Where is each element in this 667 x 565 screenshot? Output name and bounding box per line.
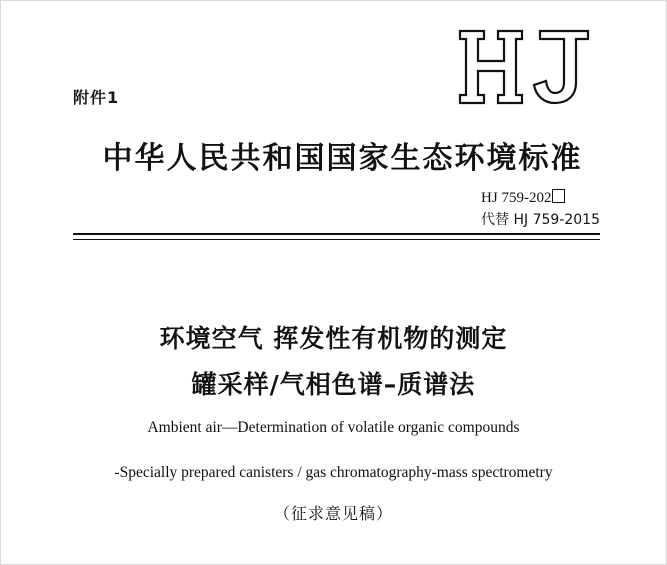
standard-number-text: HJ 759-202 — [481, 190, 552, 206]
standard-number — [481, 187, 600, 209]
attachment-label: 附件1 — [73, 88, 120, 107]
english-title-line1: Ambient air—Determination of volatile organic compounds — [147, 419, 520, 436]
placeholder-box-icon — [552, 189, 565, 203]
hj-logo-icon — [454, 25, 594, 109]
replaces-standard: 代替 HJ 759-2015 — [481, 212, 600, 228]
standard-number-block — [481, 187, 600, 231]
draft-status: （征求意见稿） — [273, 504, 393, 523]
page-title: 中华人民共和国国家生态环境标准 — [102, 141, 583, 176]
subject-title-line1: 环境空气 挥发性有机物的测定 — [159, 324, 508, 353]
divider-thick — [73, 233, 600, 235]
divider-thin — [73, 239, 600, 240]
subject-title-line2: 罐采样/气相色谱–质谱法 — [191, 370, 476, 399]
english-title-line2: -Specially prepared canisters / gas chromatography-mass spectrometry — [114, 464, 553, 481]
subject-title — [1, 319, 666, 405]
